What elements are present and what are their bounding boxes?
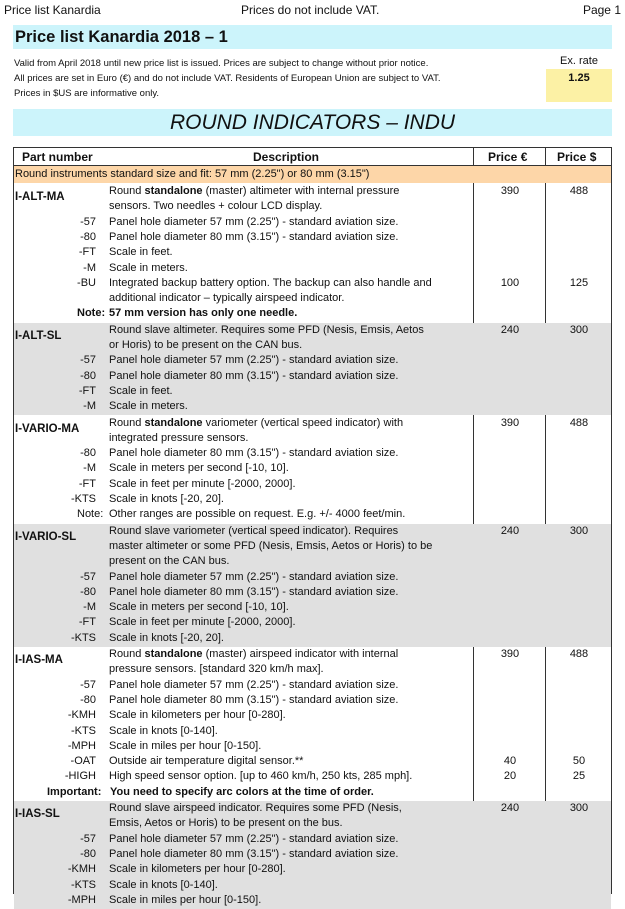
exchange-rate-value: 1.25: [546, 69, 612, 102]
option-description: Scale in feet.: [109, 384, 173, 397]
option-description: Scale in knots [-20, 20].: [109, 631, 224, 644]
option-description: Scale in kilometers per hour [0-280].: [109, 863, 286, 876]
option-description: Scale in meters per second [-10, 10].: [109, 601, 289, 614]
option-description: Panel hole diameter 80 mm (3.15") - standard aviation size.: [109, 369, 399, 382]
description-emphasis: standalone: [144, 416, 203, 429]
col-header-price-usd: Price $: [557, 150, 597, 164]
price-eur: 390: [500, 648, 520, 660]
price-usd: 300: [569, 323, 589, 336]
note-line: Prices in $US are informative only.: [14, 88, 160, 99]
option-description: Panel hole diameter 57 mm (2.25") - standard aviation size.: [109, 832, 399, 845]
option-code: -M: [83, 601, 96, 614]
description-line: [109, 184, 399, 198]
option-code: -80: [80, 693, 96, 706]
option-price-eur: 40: [503, 755, 517, 768]
description-line: [109, 431, 248, 445]
option-code: -OAT: [70, 755, 96, 768]
option-code: -80: [80, 585, 96, 598]
description-line: [109, 816, 343, 830]
header-left: Price list Kanardia: [4, 3, 101, 17]
option-code: -57: [80, 570, 96, 583]
description-line: [109, 416, 403, 430]
option-description: Scale in feet per minute [-2000, 2000].: [109, 616, 296, 629]
option-description: Scale in meters per second [-10, 10].: [109, 462, 289, 475]
option-description: Scale in meters.: [109, 261, 188, 274]
option-description: Scale in feet.: [109, 246, 173, 259]
option-code: -80: [80, 230, 96, 243]
option-code: -57: [80, 678, 96, 691]
price-usd: 488: [569, 416, 589, 429]
option-code: -57: [80, 832, 96, 845]
option-description: Panel hole diameter 80 mm (3.15") - standard aviation size.: [109, 447, 399, 460]
price-usd: 488: [569, 648, 589, 660]
description-line: [109, 801, 402, 815]
note-label: Note:: [77, 508, 104, 521]
option-description: Panel hole diameter 80 mm (3.15") - standard aviation size.: [109, 585, 399, 598]
description-emphasis: standalone: [144, 185, 203, 197]
option-price-usd: 50: [572, 755, 586, 768]
option-description: Scale in miles per hour [0-150].: [109, 893, 262, 906]
option-description: Integrated backup battery option. The backup can also handle and: [109, 276, 432, 289]
option-description: Panel hole diameter 80 mm (3.15") - standard aviation size.: [109, 693, 399, 706]
option-price-usd: 25: [572, 770, 586, 783]
description-text: Round: [109, 185, 145, 197]
description-text: integrated pressure sensors.: [109, 431, 249, 444]
note-text: 57 mm version has only one needle.: [109, 307, 298, 320]
part-number: I-ALT-MA: [15, 191, 65, 203]
option-price-usd: 125: [569, 276, 589, 289]
price-table: [13, 147, 612, 906]
description-text: Round: [109, 416, 145, 429]
description-text: (master) airspeed indicator with internal: [202, 648, 399, 660]
option-price-eur: 100: [500, 276, 520, 289]
option-code: -FT: [78, 477, 96, 490]
price-eur: 240: [500, 802, 520, 814]
section-title: ROUND INDICATORS – INDU: [169, 111, 456, 134]
description-text: or Horis) to be present on the CAN bus.: [109, 339, 303, 351]
description-text: pressure sensors. [standard 320 km/h max].: [109, 663, 324, 676]
option-description: Panel hole diameter 57 mm (2.25") - standard aviation size.: [109, 215, 399, 228]
section-band: [13, 109, 612, 136]
description-line: [109, 662, 324, 676]
price-usd: 488: [569, 185, 589, 197]
option-code: -57: [80, 215, 96, 228]
description-line: [109, 539, 432, 553]
note-text: Other ranges are possible on request. E.g. +/- 4000 feet/min.: [109, 508, 406, 521]
option-description: Scale in feet per minute [-2000, 2000].: [109, 477, 296, 490]
col-header-price-eur: Price €: [488, 150, 528, 164]
option-code: -KTS: [70, 631, 96, 644]
col-header-description: Description: [253, 150, 320, 164]
option-description: Scale in miles per hour [0-150].: [109, 739, 262, 752]
price-usd: 300: [569, 802, 589, 814]
description-line: [109, 554, 229, 568]
note-text: You need to specify arc colors at the time of order.: [110, 785, 374, 798]
description-text: Round slave altimeter. Requires some PFD (Nesis, Emsis, Aetos: [109, 323, 424, 336]
option-code: -M: [83, 400, 96, 413]
option-description: Scale in knots [0-140].: [109, 724, 218, 737]
option-code: -FT: [78, 616, 96, 629]
fit-info-text: Round instruments standard size and fit: 57 mm (2.25") or 80 mm (3.15"): [15, 168, 370, 180]
option-code: -MPH: [67, 893, 96, 906]
page-header: [0, 0, 625, 20]
description-text: Round: [109, 648, 145, 660]
note-line: All prices are set in Euro (€) and do not include VAT. Residents of European Union are subject to VAT.: [14, 73, 441, 84]
header-center: Prices do not include VAT.: [241, 3, 380, 17]
column-divider: [473, 148, 474, 893]
description-line: [109, 647, 398, 661]
description-text: master altimeter or some PFD (Nesis, Emsis, Aetos or Horis) to be: [109, 539, 433, 552]
option-description: Panel hole diameter 57 mm (2.25") - standard aviation size.: [109, 354, 399, 367]
description-emphasis: standalone: [144, 648, 203, 660]
col-header-part: Part number: [22, 150, 93, 164]
option-description: Scale in knots [0-140].: [109, 878, 218, 891]
option-description: High speed sensor option. [up to 460 km/h, 250 kts, 285 mph].: [109, 770, 413, 783]
table-header: [14, 148, 611, 166]
description-line: [109, 338, 302, 352]
description-text: Emsis, Aetos or Horis) to be present on the bus.: [109, 817, 343, 830]
option-description: Outside air temperature digital sensor.**: [109, 755, 304, 768]
note-line: Valid from April 2018 until new price list is issued. Prices are subject to change without prior notice.: [14, 58, 429, 69]
option-code: -MPH: [67, 739, 96, 752]
option-description: Scale in meters.: [109, 400, 188, 413]
option-code: -KTS: [70, 878, 96, 891]
option-code: -M: [83, 261, 96, 274]
price-eur: 390: [500, 185, 520, 197]
pricing-notes: [14, 56, 544, 101]
option-code: -FT: [78, 246, 96, 259]
header-page-number: Page 1: [582, 3, 621, 17]
part-number: I-ALT-SL: [15, 329, 62, 342]
option-description: Panel hole diameter 57 mm (2.25") - standard aviation size.: [109, 570, 399, 583]
option-description: Scale in knots [-20, 20].: [109, 493, 224, 505]
note-label: Important:: [47, 785, 102, 798]
description-text: (master) altimeter with internal pressure: [202, 185, 400, 197]
option-description: Panel hole diameter 57 mm (2.25") - standard aviation size.: [109, 678, 399, 691]
option-code: -FT: [78, 384, 96, 397]
option-code: -KMH: [67, 863, 96, 876]
option-code: -HIGH: [64, 770, 96, 783]
exchange-rate-label: Ex. rate: [560, 55, 598, 67]
price-eur: 390: [500, 416, 520, 429]
option-code: -KMH: [67, 709, 96, 722]
title-band: [13, 25, 612, 49]
page-title: Price list Kanardia 2018 – 1: [15, 28, 228, 46]
option-description: Scale in kilometers per hour [0-280].: [109, 709, 286, 722]
description-line: [109, 323, 424, 337]
description-line: [109, 199, 322, 213]
price-eur: 240: [500, 524, 520, 537]
part-number: I-IAS-SL: [15, 808, 60, 820]
option-price-eur: 20: [503, 770, 517, 783]
option-code: -80: [80, 447, 96, 460]
description-line: [109, 524, 398, 538]
note-label: Note:: [77, 307, 106, 320]
option-code: -KTS: [70, 493, 96, 505]
description-text: sensors. Two needles + colour LCD display.: [109, 200, 323, 213]
part-number: I-VARIO-MA: [15, 422, 80, 435]
option-code: -M: [83, 462, 96, 475]
option-description: Panel hole diameter 80 mm (3.15") - standard aviation size.: [109, 230, 399, 243]
price-eur: 240: [500, 323, 520, 336]
option-code: -KTS: [70, 724, 96, 737]
description-text: variometer (vertical speed indicator) with: [202, 416, 404, 429]
fit-info-row: [14, 166, 611, 183]
option-code: -80: [80, 847, 96, 860]
option-description: Panel hole diameter 80 mm (3.15") - standard aviation size.: [109, 847, 399, 860]
description-text: Round slave airspeed indicator. Requires some PFD (Nesis,: [109, 802, 402, 814]
description-text: present on the CAN bus.: [109, 555, 230, 568]
option-code: -BU: [77, 276, 96, 289]
part-number: I-IAS-MA: [15, 654, 63, 666]
price-usd: 300: [569, 524, 589, 537]
description-text: Round slave variometer (vertical speed indicator). Requires: [109, 524, 399, 537]
option-description: additional indicator – typically airspeed indicator.: [109, 292, 345, 305]
option-code: -80: [80, 369, 96, 382]
part-number: I-VARIO-SL: [15, 530, 77, 543]
option-code: -57: [80, 354, 96, 367]
